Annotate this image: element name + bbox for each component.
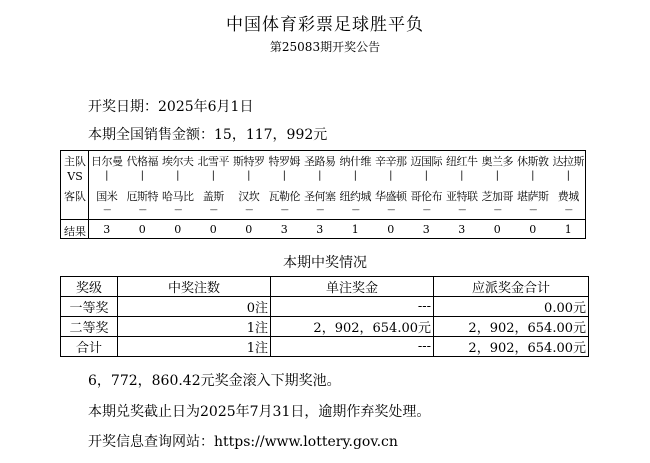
match-column (160, 151, 196, 238)
prize-total: 2，902，654.00元 (434, 337, 589, 357)
section-title: 本期中奖情况 (283, 255, 367, 271)
vs-bar: | (211, 170, 215, 181)
match-result: 0 (529, 223, 537, 236)
pool-rollover-note: 6，772，860.42元奖金滚入下期奖池。 (88, 373, 341, 389)
match-result: 1 (564, 223, 572, 236)
vs-bar: | (318, 170, 322, 181)
match-result: 3 (316, 223, 324, 236)
separator-dash: ---- (209, 205, 217, 214)
table-row (61, 297, 589, 317)
separator-dash: ---- (529, 205, 537, 214)
label-home: 主队 (64, 155, 86, 168)
away-team: 厄斯特 (126, 190, 158, 203)
prize-level: 合计 (61, 337, 118, 357)
separator-dash: ---- (245, 205, 253, 214)
query-site-note: 开奖信息查询网站：https://www.lottery.gov.cn (88, 434, 398, 450)
separator-dash: ---- (103, 205, 111, 214)
prize-count: 1注 (118, 317, 271, 337)
draw-date: 开奖日期：2025年6月1日 (88, 99, 254, 115)
prize-table (60, 276, 589, 357)
separator-dash: ---- (316, 205, 324, 214)
match-result: 3 (458, 223, 466, 236)
vs-bar: | (531, 170, 535, 181)
vs-bar: | (566, 170, 570, 181)
match-column (89, 151, 125, 238)
match-result: 3 (280, 223, 288, 236)
away-team: 圣何塞 (304, 190, 336, 203)
vs-bar: | (282, 170, 286, 181)
prize-count: 0注 (118, 297, 271, 317)
home-team: 休斯敦 (517, 155, 549, 168)
prize-single: 2，902，654.00元 (271, 317, 434, 337)
prize-total: 2，902，654.00元 (434, 317, 589, 337)
away-team: 汉坎 (238, 190, 260, 203)
header-count: 中奖注数 (118, 277, 271, 297)
separator-dash: ---- (493, 205, 501, 214)
away-team: 华盛顿 (375, 190, 407, 203)
prize-total: 0.00元 (434, 297, 589, 317)
match-column (373, 151, 409, 238)
separator-dash: ---- (351, 205, 359, 214)
match-result: 3 (422, 223, 430, 236)
away-team: 纽约城 (339, 190, 371, 203)
home-team: 代格福 (126, 155, 158, 168)
vs-bar: | (105, 170, 109, 181)
home-team: 迈国际 (410, 155, 442, 168)
separator-dash: ---- (458, 205, 466, 214)
match-result: 0 (387, 223, 395, 236)
away-team: 费城 (557, 190, 579, 203)
away-team: 哥伦布 (410, 190, 442, 203)
issue-subtitle: 第25083期开奖公告 (269, 40, 381, 54)
separator-dash: ---- (564, 205, 572, 214)
match-columns (89, 151, 586, 238)
home-team: 斯特罗 (233, 155, 265, 168)
prize-level: 一等奖 (61, 297, 118, 317)
home-team: 辛辛那 (375, 155, 407, 168)
vs-bar: | (460, 170, 464, 181)
page-title: 中国体育彩票足球胜平负 (226, 15, 424, 35)
away-team: 亚特联 (446, 190, 478, 203)
away-team: 哈马比 (162, 190, 194, 203)
label-away: 客队 (64, 190, 86, 203)
prize-single: --- (271, 337, 434, 357)
match-result: 0 (245, 223, 253, 236)
match-result: 0 (493, 223, 501, 236)
vs-bar: | (140, 170, 144, 181)
home-team: 特罗姆 (268, 155, 300, 168)
match-table (60, 150, 586, 239)
vs-bar: | (247, 170, 251, 181)
match-column (125, 151, 161, 238)
separator-dash: ---- (174, 205, 182, 214)
label-result: 结果 (64, 225, 86, 238)
away-team: 堪萨斯 (517, 190, 549, 203)
prize-level: 二等奖 (61, 317, 118, 337)
separator-dash: ---- (138, 205, 146, 214)
match-result: 0 (138, 223, 146, 236)
prize-header-row (61, 277, 589, 297)
home-team: 日尔曼 (91, 155, 123, 168)
away-team: 瓦勒伦 (268, 190, 300, 203)
home-team: 纳什维 (339, 155, 371, 168)
match-result: 0 (209, 223, 217, 236)
home-team: 纽红牛 (446, 155, 478, 168)
match-column (196, 151, 232, 238)
home-team: 圣路易 (304, 155, 336, 168)
match-column (302, 151, 338, 238)
header-level: 奖级 (61, 277, 118, 297)
separator-dash: ---- (280, 205, 288, 214)
sales-amount: 本期全国销售金额：15，117，992元 (88, 127, 328, 143)
prize-count: 1注 (118, 337, 271, 357)
claim-deadline-note: 本期兑奖截止日为2025年7月31日，逾期作弃奖处理。 (88, 404, 431, 420)
match-result: 3 (103, 223, 111, 236)
home-team: 北雪平 (197, 155, 229, 168)
match-column (338, 151, 374, 238)
vs-bar: | (389, 170, 393, 181)
vs-bar: | (353, 170, 357, 181)
separator-dash: ---- (422, 205, 430, 214)
home-team: 埃尔夫 (162, 155, 194, 168)
away-team: 盖斯 (202, 190, 224, 203)
match-column (515, 151, 551, 238)
match-column (409, 151, 445, 238)
separator-dash: ---- (387, 205, 395, 214)
away-team: 芝加哥 (481, 190, 513, 203)
match-column (551, 151, 587, 238)
match-column (267, 151, 303, 238)
table-row (61, 337, 589, 357)
home-team: 奥兰多 (481, 155, 513, 168)
vs-bar: | (176, 170, 180, 181)
table-row (61, 317, 589, 337)
header-single: 单注奖金 (271, 277, 434, 297)
match-result: 1 (351, 223, 359, 236)
header-total: 应派奖金合计 (434, 277, 589, 297)
match-row-labels (61, 151, 89, 238)
match-result: 0 (174, 223, 182, 236)
label-vs: VS (67, 170, 83, 183)
away-team: 国米 (96, 190, 118, 203)
match-column (444, 151, 480, 238)
match-column (480, 151, 516, 238)
vs-bar: | (424, 170, 428, 181)
match-column (231, 151, 267, 238)
vs-bar: | (495, 170, 499, 181)
home-team: 达拉斯 (552, 155, 584, 168)
prize-single: --- (271, 297, 434, 317)
